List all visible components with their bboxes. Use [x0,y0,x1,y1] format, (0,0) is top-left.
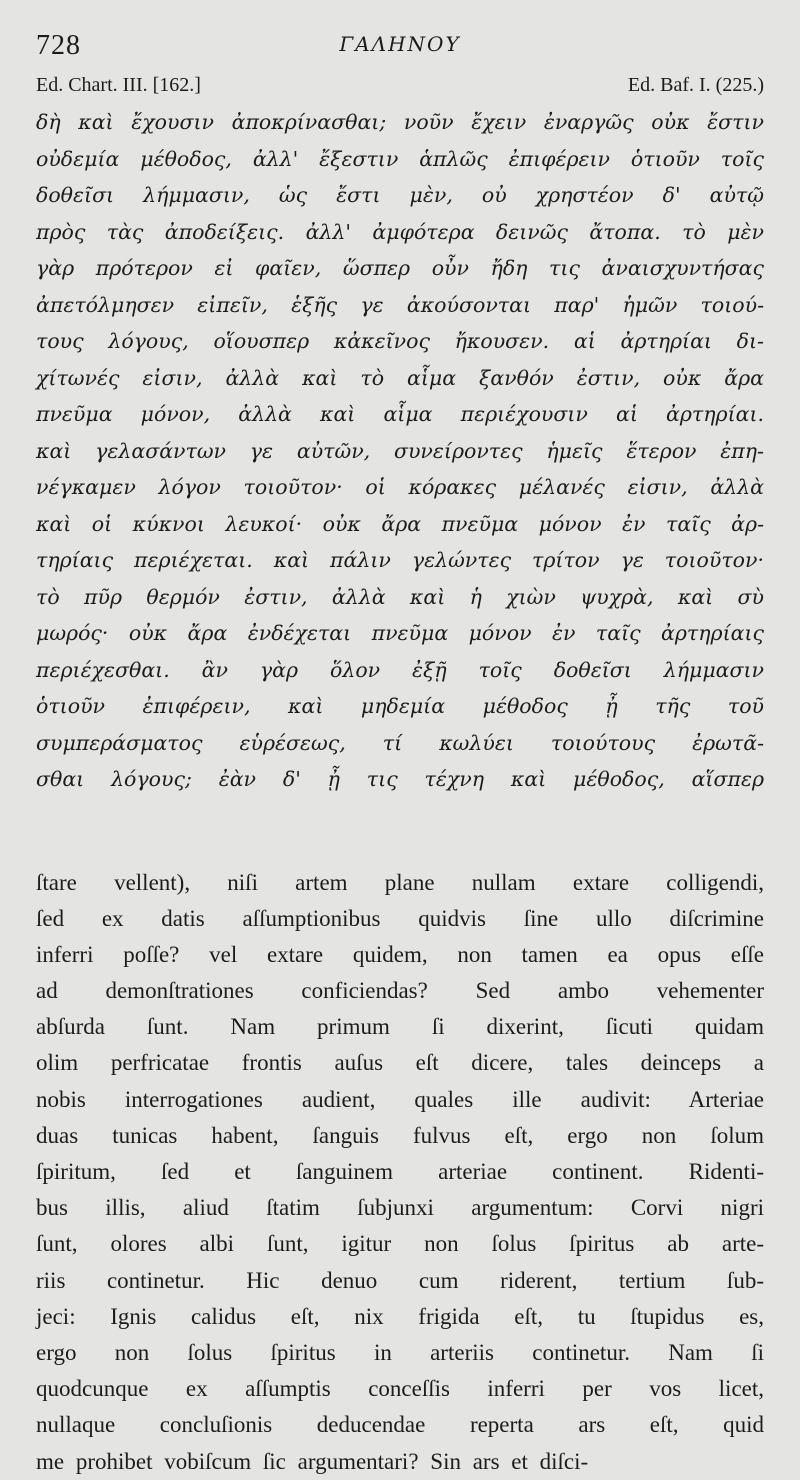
running-title: ΓΑΛΗΝΟΥ [339,32,461,56]
greek-line: νέγκαμεν λόγον τοιοῦτον· οἱ κόρακες μέλανές εἰσιν, ἀλλὰ [36,475,764,499]
latin-line: riis continetur. Hic denuo cum riderent, tertium ſub- [36,1267,764,1293]
edition-reference-line [36,70,764,104]
greek-line: καὶ γελασάντων γε αὐτῶν, συνείροντες ἡμεῖς ἕτερον ἐπη- [36,438,764,463]
greek-line: σθαι λόγους; ἐὰν δ' ᾖ τις τέχνη καὶ μέθοδος, αἵσπερ [36,767,764,791]
latin-line: ergo non ſolus ſpiritus in arteriis continetur. Nam ſi [36,1339,764,1365]
greek-line: τους λόγους, οἵουσπερ κἀκεῖνος ἤκουσεν. αἱ ἀρτηρίαι δι- [36,329,764,353]
latin-line: me prohibet vobiſcum ſic argumentari? Sin ars et diſci- [36,1448,589,1474]
greek-line: οὐδεμία μέθοδος, ἀλλ' ἔξεστιν ἁπλῶς ἐπιφέρειν ὁτιοῦν τοῖς [36,146,764,171]
greek-text-block [36,104,764,798]
latin-line: bus illis, aliud ſtatim ſubjunxi argumentum: Corvi nigri [36,1195,764,1221]
latin-text-block [36,865,764,1480]
greek-line: περιέχεσθαι. ἂν γὰρ ὅλον ἐξῇ τοῖς δοθεῖσι λήμμασιν [36,657,764,682]
latin-line: inferri poſſe? vel extare quidem, non tamen ea opus eſſe [36,941,764,967]
greek-line: δὴ καὶ ἔχουσιν ἀποκρίνασθαι; νοῦν ἔχειν ἐναργῶς οὐκ ἔστιν [36,110,764,134]
greek-line: ἀπετόλμησεν εἰπεῖν, ἑξῆς γε ἀκούσονται παρ' ἡμῶν τοιού- [36,292,764,317]
edition-basel-reference: Ed. Baf. I. (225.) [627,74,764,96]
greek-line: δοθεῖσι λήμμασιν, ὡς ἔστι μὲν, οὐ χρηστέον δ' αὐτῷ [36,183,764,207]
greek-line: ὁτιοῦν ἐπιφέρειν, καὶ μηδεμία μέθοδος ᾖ τῆς τοῦ [36,694,764,718]
latin-line: ſed ex datis aſſumptionibus quidvis ſine ullo diſcrimine [36,905,764,931]
greek-line: μωρός· οὐκ ἄρα ἐνδέχεται πνεῦμα μόνον ἐν ταῖς ἀρτηρίαις [36,621,764,645]
latin-line: ſunt, olores albi ſunt, igitur non ſolus ſpiritus ab arte- [36,1231,764,1257]
latin-line: ſpiritum, ſed et ſanguinem arteriae continent. Ridenti- [36,1159,764,1184]
greek-line: χίτωνές εἰσιν, ἀλλὰ καὶ τὸ αἷμα ξανθόν ἐστιν, οὐκ ἄρα [36,365,764,390]
greek-line: καὶ οἱ κύκνοι λευκοί· οὐκ ἄρα πνεῦμα μόνον ἐν ταῖς ἀρ- [36,511,764,536]
latin-line: duas tunicas habent, ſanguis fulvus eſt, ergo non ſolum [36,1122,764,1148]
edition-chart-reference: Ed. Chart. III. [162.] [36,74,201,96]
greek-line: πρὸς τὰς ἀποδείξεις. ἀλλ' ἀμφότερα δεινῶς ἄτοπα. τὸ μὲν [36,219,764,244]
latin-line: quodcunque ex aſſumptis conceſſis inferri per vos licet, [36,1376,764,1402]
greek-line: τηρίαις περιέχεται. καὶ πάλιν γελώντες τρίτον γε τοιοῦτον· [36,548,764,572]
greek-line: γὰρ πρότερον εἰ φαῖεν, ὥσπερ οὖν ἤδη τις ἀναισχυντήσας [36,256,764,280]
greek-line: τὸ πῦρ θερμόν ἐστιν, ἀλλὰ καὶ ἡ χιὼν ψυχρὰ, καὶ σὺ [36,584,764,609]
latin-line: jeci: Ignis calidus eſt, nix frigida eſt, tu ſtupidus es, [36,1303,764,1329]
latin-line: olim perfricatae frontis auſus eſt dicere, tales deinceps a [36,1050,764,1076]
latin-line: ad demonſtrationes conficiendas? Sed ambo vehementer [36,978,764,1004]
greek-line: συμπεράσματος εὑρέσεως, τί κωλύει τοιούτους ἐρωτᾶ- [36,730,764,755]
latin-line: nullaque concluſionis deducendae reperta ars eſt, quid [36,1412,764,1438]
latin-line: abſurda ſunt. Nam primum ſi dixerint, ſicuti quidam [36,1014,764,1040]
latin-line: ſtare vellent), niſi artem plane nullam extare colligendi, [36,869,764,895]
running-head [36,30,764,70]
page-number: 728 [36,30,81,61]
greek-line: πνεῦμα μόνον, ἀλλὰ καὶ αἷμα περιέχουσιν αἱ ἀρτηρίαι. [36,402,764,426]
latin-line: nobis interrogationes audient, quales ille audivit: Arteriae [36,1086,764,1112]
